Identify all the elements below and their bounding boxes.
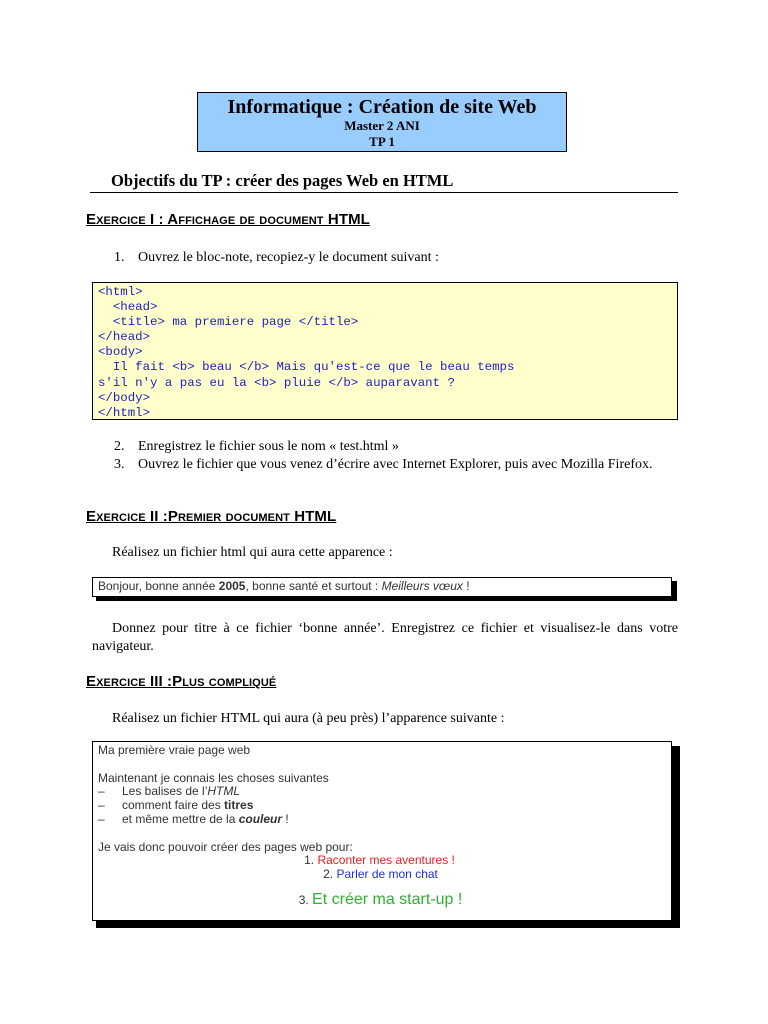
- step-text: Ouvrez le fichier que vous venez d’écrire avec Internet Explorer, puis avec Mozilla Firefox.: [138, 457, 653, 472]
- list-text: comment faire des: [122, 798, 225, 813]
- preview-text: Bonjour, bonne année: [98, 579, 219, 593]
- exercise-2-preview: [92, 577, 672, 597]
- preview-line: Ma première vraie page web: [98, 743, 251, 757]
- item-text-green: Et créer ma start-up !: [312, 890, 463, 908]
- ordered-item-1: [88, 854, 671, 868]
- exercise-2-intro: Réalisez un fichier html qui aura cette apparence :: [112, 545, 393, 560]
- list-bold-italic: couleur: [238, 811, 283, 826]
- objectives-heading: Objectifs du TP : créer des pages Web en HTML: [111, 171, 454, 190]
- step-number: 2.: [114, 439, 125, 454]
- horizontal-rule: [90, 192, 678, 193]
- document-subtitle-level: Master 2 ANI: [344, 118, 420, 133]
- document-title: Informatique : Création de site Web: [227, 96, 537, 118]
- code-line: </head>: [98, 330, 151, 345]
- list-item: [98, 785, 671, 799]
- list-text: !: [282, 811, 289, 826]
- dash-bullet: –: [98, 811, 105, 826]
- preview-line: Maintenant je connais les choses suivantes: [98, 770, 329, 785]
- list-item: [98, 813, 671, 827]
- item-number: 1.: [304, 853, 315, 868]
- document-subtitle-tp: TP 1: [369, 134, 395, 149]
- dash-bullet: –: [98, 798, 105, 813]
- exercise-3-intro: Réalisez un fichier HTML qui aura (à peu près) l’apparence suivante :: [112, 711, 505, 726]
- preview-line: Je vais donc pouvoir créer des pages web pour:: [98, 839, 353, 854]
- code-line: <title> ma premiere page </title>: [98, 315, 359, 330]
- code-line: </body>: [98, 390, 151, 405]
- list-text: Les balises de l’: [122, 784, 208, 799]
- list-text: et même mettre de la: [122, 811, 239, 826]
- step-text: Enregistrez le fichier sous le nom « test.html »: [138, 439, 399, 454]
- code-line: s'il n'y a pas eu la <b> pluie </b> auparavant ?: [98, 375, 455, 390]
- title-box: [197, 92, 567, 152]
- preview-italic-wishes: Meilleurs vœux: [381, 579, 463, 593]
- exercise-1-heading: Exercice I : Affichage de document HTML: [86, 211, 370, 228]
- ordered-item-2: [90, 868, 671, 882]
- preview-bold-year: 2005: [218, 579, 246, 593]
- exercise-2-heading: Exercice II :Premier document HTML: [86, 508, 337, 525]
- preview-text: , bonne santé et surtout :: [245, 579, 382, 593]
- item-text-red: Raconter mes aventures !: [317, 853, 455, 868]
- code-line: Il fait <b> beau </b> Mais qu'est-ce que le beau temps: [98, 360, 515, 375]
- preview-text: !: [462, 579, 470, 593]
- list-bold: titres: [224, 798, 254, 813]
- item-text-blue: Parler de mon chat: [336, 867, 438, 882]
- code-line: <body>: [98, 345, 143, 360]
- step-text: Ouvrez le bloc-note, recopiez-y le document suivant :: [138, 250, 439, 265]
- code-line: <html>: [98, 285, 143, 299]
- code-line: <head>: [98, 300, 158, 315]
- exercise-3-preview: [92, 741, 672, 921]
- ordered-item-3: [90, 891, 671, 909]
- code-line: </html>: [98, 405, 151, 420]
- code-block: [92, 282, 678, 420]
- exercise-3-heading: Exercice III :Plus compliqué: [86, 673, 277, 690]
- dash-bullet: –: [98, 784, 105, 799]
- item-number: 2.: [323, 867, 334, 882]
- list-emphasis: HTML: [207, 784, 241, 799]
- step-number: 3.: [114, 457, 125, 472]
- step-number: 1.: [114, 250, 125, 265]
- item-number: 3.: [298, 892, 309, 907]
- exercise-2-instructions: Donnez pour titre à ce fichier ‘bonne année’. Enregistrez ce fichier et visualisez-le dans votre navigateur.: [92, 621, 678, 654]
- list-item: [98, 799, 671, 813]
